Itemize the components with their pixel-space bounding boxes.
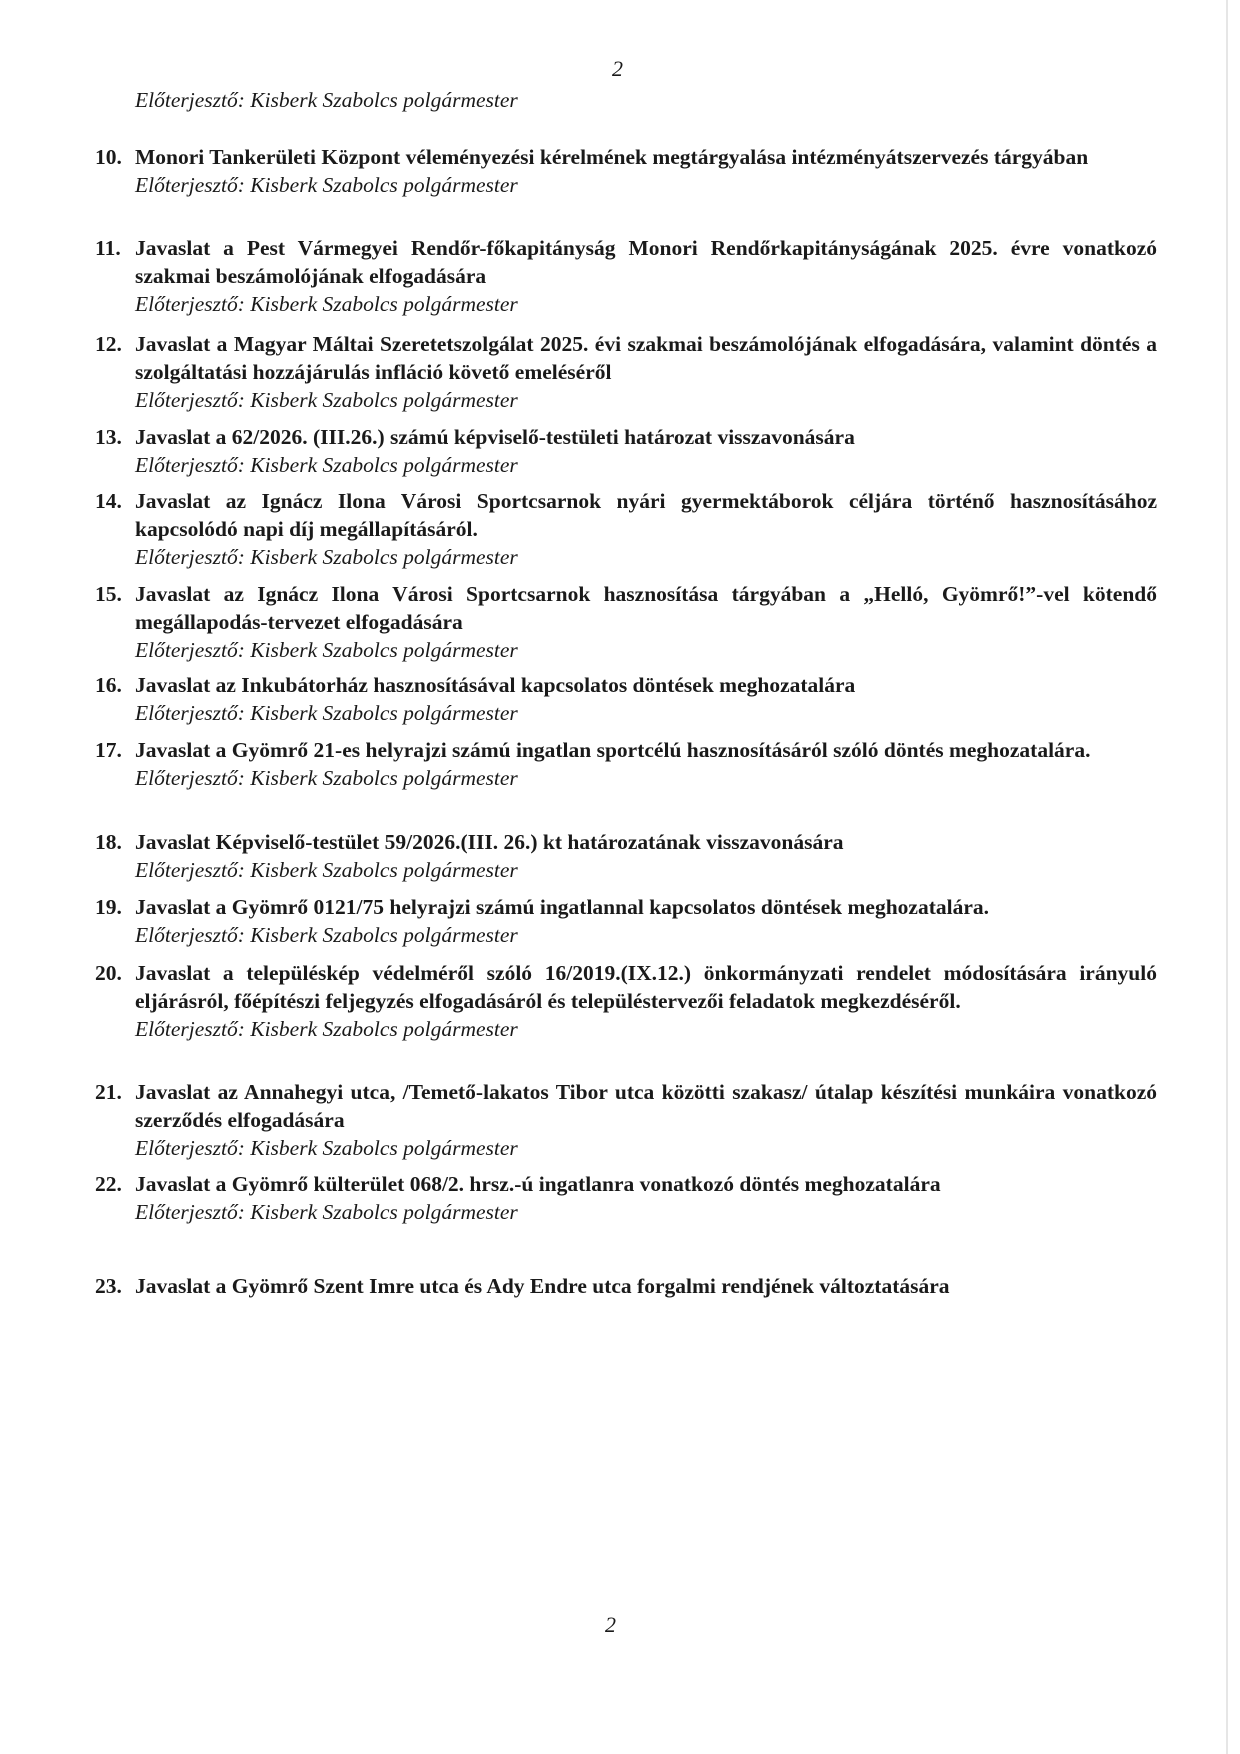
item-presenter: Előterjesztő: Kisberk Szabolcs polgármester — [135, 388, 518, 412]
agenda-item-22 — [95, 1170, 1157, 1226]
item-number: 13. — [95, 425, 122, 449]
item-number: 16. — [95, 673, 122, 697]
item-number: 17. — [95, 738, 122, 762]
agenda-item-16 — [95, 671, 1157, 727]
agenda-item-23 — [95, 1272, 1157, 1300]
page-number-bottom: 2 — [605, 1612, 616, 1637]
item-number: 21. — [95, 1080, 122, 1104]
item-title: Javaslat a Gyömrő 21-es helyrajzi számú ingatlan sportcélú hasznosításáról szóló döntés meghozatalára. — [135, 738, 1091, 762]
item-presenter: Előterjesztő: Kisberk Szabolcs polgármester — [135, 453, 518, 477]
agenda-item-21 — [95, 1078, 1157, 1162]
item-presenter: Előterjesztő: Kisberk Szabolcs polgármester — [135, 292, 518, 316]
item-number: 14. — [95, 489, 122, 513]
item-presenter: Előterjesztő: Kisberk Szabolcs polgármester — [135, 1200, 518, 1224]
agenda-item-14 — [95, 487, 1157, 571]
item-title: Monori Tankerületi Központ véleményezési kérelmének megtárgyalása intézményátszervezés tárgyában — [135, 145, 1089, 169]
agenda-item-18 — [95, 828, 1157, 884]
agenda-item-17 — [95, 736, 1157, 792]
item-number: 18. — [95, 830, 122, 854]
item-title: Javaslat a Pest Vármegyei Rendőr-főkapitányság Monori Rendőrkapitányságának 2025. évre vonatkozó szakmai beszámolójának elfogadására — [135, 236, 1157, 288]
item-number: 23. — [95, 1274, 122, 1298]
item-presenter: Előterjesztő: Kisberk Szabolcs polgármester — [135, 545, 518, 569]
agenda-item-11 — [95, 234, 1157, 318]
item-title: Javaslat az Ignácz Ilona Városi Sportcsarnok nyári gyermektáborok céljára történő hasznosításához kapcsolódó napi díj megállapításáról. — [135, 489, 1157, 541]
item-presenter: Előterjesztő: Kisberk Szabolcs polgármester — [135, 701, 518, 725]
scan-edge-divider — [1226, 0, 1228, 1754]
item-number: 15. — [95, 582, 122, 606]
item-presenter: Előterjesztő: Kisberk Szabolcs polgármester — [135, 173, 518, 197]
agenda-item-19 — [95, 893, 1157, 949]
item-number: 20. — [95, 961, 122, 985]
item-title: Javaslat az Inkubátorház hasznosításával kapcsolatos döntések meghozatalára — [135, 673, 856, 697]
item-title: Javaslat az Annahegyi utca, /Temető-lakatos Tibor utca közötti szakasz/ útalap készítési munkáira vonatkozó szerződés elfogadására — [135, 1080, 1157, 1132]
item-presenter: Előterjesztő: Kisberk Szabolcs polgármester — [135, 1017, 518, 1041]
agenda-item-15 — [95, 580, 1157, 664]
item-title: Javaslat a Gyömrő külterület 068/2. hrsz.-ú ingatlanra vonatkozó döntés meghozatalára — [135, 1172, 941, 1196]
agenda-item-10 — [95, 143, 1157, 199]
item-number: 10. — [95, 145, 122, 169]
item-title: Javaslat a 62/2026. (III.26.) számú képviselő-testületi határozat visszavonására — [135, 425, 855, 449]
item-title: Javaslat a településkép védelméről szóló 16/2019.(IX.12.) önkormányzati rendelet módosítására irányuló eljárásról, főépítészi feljegyzés elfogadásáról és településtervezői feladatok megkezdéséről. — [135, 961, 1157, 1013]
item-presenter: Előterjesztő: Kisberk Szabolcs polgármester — [135, 858, 518, 882]
item-number: 19. — [95, 895, 122, 919]
item-title: Javaslat Képviselő-testület 59/2026.(III. 26.) kt határozatának visszavonására — [135, 830, 844, 854]
item-presenter: Előterjesztő: Kisberk Szabolcs polgármester — [135, 638, 518, 662]
item-title: Javaslat a Gyömrő Szent Imre utca és Ady Endre utca forgalmi rendjének változtatására — [135, 1274, 950, 1298]
item-number: 11. — [95, 236, 121, 260]
item-presenter: Előterjesztő: Kisberk Szabolcs polgármester — [135, 766, 518, 790]
agenda-item-13 — [95, 423, 1157, 479]
page-number-top: 2 — [612, 56, 623, 81]
item-presenter: Előterjesztő: Kisberk Szabolcs polgármester — [135, 923, 518, 947]
item-title: Javaslat az Ignácz Ilona Városi Sportcsarnok hasznosítása tárgyában a „Helló, Gyömrő!”-vel kötendő megállapodás-tervezet elfogadására — [135, 582, 1157, 634]
item-title: Javaslat a Magyar Máltai Szeretetszolgálat 2025. évi szakmai beszámolójának elfogadására, valamint döntés a szolgáltatási hozzájárulás infláció követő emeléséről — [135, 332, 1157, 384]
item-presenter: Előterjesztő: Kisberk Szabolcs polgármester — [135, 1136, 518, 1160]
item-title: Javaslat a Gyömrő 0121/75 helyrajzi számú ingatlannal kapcsolatos döntések meghozatalára. — [135, 895, 990, 919]
item-number: 22. — [95, 1172, 122, 1196]
agenda-item-12 — [95, 330, 1157, 414]
agenda-item-20 — [95, 959, 1157, 1043]
item-number: 12. — [95, 332, 122, 356]
top-presenter-line: Előterjesztő: Kisberk Szabolcs polgármester — [135, 88, 518, 112]
